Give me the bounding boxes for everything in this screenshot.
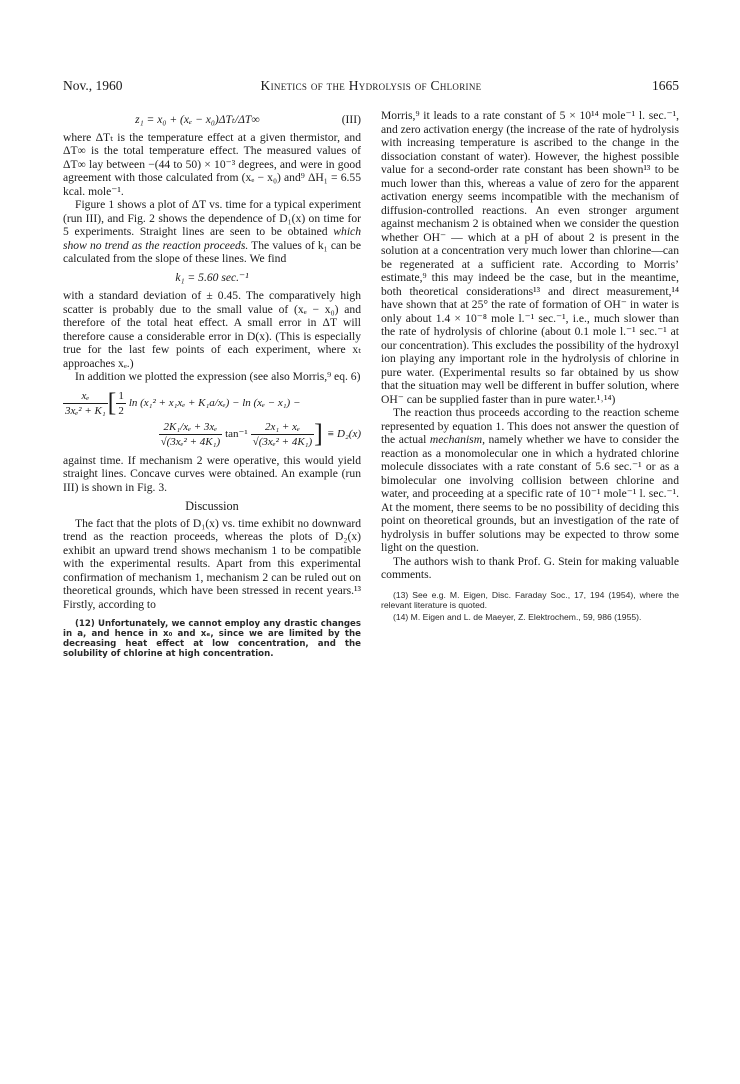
numerator: 1 xyxy=(118,389,124,402)
footnote-12: (12) Unfortunately, we cannot employ any drastic changes in a, and hence in x₀ and xₑ, since we are limited by the decreasing heat effect at low concentration, and the solubility of chlorine at high concentration. xyxy=(63,619,361,659)
paragraph: In addition we plotted the expression (see also Morris,⁹ eq. 6) xyxy=(75,370,361,383)
equation-iii-formula: z₁ = x₀ + (xₑ − x₀)ΔTₜ/ΔT∞ xyxy=(135,113,260,126)
equation-term: ln (x₁² + x₁xₑ + K₁a/xₑ) − ln (xₑ − x₁) − xyxy=(128,397,301,409)
fraction xyxy=(116,389,126,418)
fraction xyxy=(159,420,223,449)
denominator: √(3xₑ² + 4K₁) xyxy=(252,435,313,448)
denominator: √(3xₑ² + 4K₁) xyxy=(160,435,221,448)
footnotes xyxy=(63,619,361,659)
equation-iii-tag: (III) xyxy=(341,113,361,126)
bracket: [ xyxy=(107,388,117,417)
denominator: 2 xyxy=(118,404,124,417)
denominator: 3xₑ² + K₁ xyxy=(65,404,106,417)
fraction xyxy=(251,420,315,449)
bracket: ] xyxy=(314,419,323,448)
emphasis-text: mechanism, xyxy=(429,433,485,446)
issue-date: Nov., 1960 xyxy=(63,78,123,93)
text-run: The reaction thus proceeds according to the reaction scheme represented by equation 1. This does not answer the question of the actual xyxy=(381,406,679,446)
paragraph: The fact that the plots of D₁(x) vs. time exhibit no downward trend as the reaction proceeds, whereas the plots of D₂(x) exhibit an upward trend shows mechanism 1 to be compatible with the experimental results. Apart from this experimental confirmation of mechanism 1, mechanism 2 can be ruled out on theoretical grounds, which have been stressed in recent years.¹³ Firstly, according to xyxy=(63,516,361,611)
numerator: 2x₁ + xₑ xyxy=(251,420,315,435)
right-column xyxy=(381,109,679,622)
paragraph xyxy=(63,198,361,266)
equation-k1: k₁ = 5.60 sec.⁻¹ xyxy=(175,270,249,284)
footnote-13: (13) See e.g. M. Eigen, Disc. Faraday Soc., 17, 194 (1954), where the relevant literature is quoted. xyxy=(381,589,679,610)
emphasis-text: which show no trend as the reaction proceeds. xyxy=(63,225,361,252)
paragraph: where ΔTₜ is the temperature effect at a given thermistor, and ΔT∞ is the total temperature effect. The measured values of ΔT∞ lay between −(44 to 50) × 10⁻³ degrees, and were in good agreement with those calculated from (xₑ − x₀) and⁹ ΔH₁ = 6.55 kcal. mole⁻¹. xyxy=(63,130,361,198)
section-heading: Discussion xyxy=(185,499,239,513)
numerator: xₑ xyxy=(63,389,108,404)
paragraph xyxy=(381,406,679,555)
paragraph: against time. If mechanism 2 were operative, this would yield straight lines. Concave curves were obtained. An example (run III) is shown in Fig. 3. xyxy=(63,453,361,494)
text-run: The values of k₁ can be calculated from the slope of these lines. We find xyxy=(63,238,361,265)
fraction xyxy=(63,389,108,418)
footnotes xyxy=(381,590,679,622)
paragraph: with a standard deviation of ± 0.45. The comparatively high scatter is probably due to the small value of (xₑ − x₀) and therefore of the total heat effect. A small error in ΔT will therefore cause a considerable error in D(x). (This is especially true for the last few points of each experiment, where xₜ approaches xₑ.) xyxy=(63,289,361,370)
paragraph: Morris,⁹ it leads to a rate constant of 5 × 10¹⁴ mole⁻¹ l. sec.⁻¹, and zero activation energy (the increase of the rate of hydrolysis with increasing temperature is ascribed to the change in the dissociation constant of water). However, the highest possible value for a second-order rate constant has been shown¹³ to be much lower than this, whereas a value of zero for the apparent activation energy seems incompatible with the mechanism of diffusion-controlled reactions. An even stronger argument against mechanism 2 is obtained when we consider the question whether OH⁻ — which at a pH of about 2 is present in the solution at a concentration very much lower than chlorine—can be regenerated at a sufficient rate. According to Morris’ estimate,⁹ this may indeed be the case, but in the meantime, both theoretical considerations¹³ and direct measurement,¹⁴ have shown that at 25° the rate of formation of OH⁻ in water is only about 1.4 × 10⁻⁸ mole l.⁻¹ sec.⁻¹, i.e., much slower than the rate of hydrolysis of chlorine (about 0.1 mole l.⁻¹ sec.⁻¹ at our concentration). This excludes the possibility of the hydroxyl ion playing any important role in the hydrolysis of chlorine in pure water. (Experimental results so far obtained by us show that the situation may well be different in buffer solution, where OH⁻ can be supplied faster than in pure water.¹˒¹⁴) xyxy=(381,109,679,406)
equation-term: ≡ D₂(x) xyxy=(326,428,361,440)
page-number: 1665 xyxy=(652,78,679,93)
paragraph: The authors wish to thank Prof. G. Stein for making valuable comments. xyxy=(381,554,679,581)
footnote-14: (14) M. Eigen and L. de Maeyer, Z. Elektrochem., 59, 986 (1955). xyxy=(393,611,642,622)
numerator: 2K₁/xₑ + 3xₑ xyxy=(159,420,223,435)
equation-d2 xyxy=(63,389,361,449)
equation-term: tan⁻¹ xyxy=(225,428,248,440)
text-run: namely whether we have to consider the reaction as a monomolecular one in which a hydrated chlorine molecule dissociates with a rate constant of 5.6 sec.⁻¹ or as a bimolecular one involving collision between chlorine and water, and proceeding at a specific rate of 10⁻¹ mole⁻¹ l. sec.⁻¹. At the moment, there seems to be no possibility of deciding this point on theoretical grounds, but an investigation of the rate of hydrolysis in buffer solutions may be expected to throw some light on the question. xyxy=(381,433,679,554)
running-header xyxy=(63,78,679,96)
running-title: Kinetics of the Hydrolysis of Chlorine xyxy=(260,78,482,93)
left-column xyxy=(63,109,361,659)
text-run: Figure 1 shows a plot of ΔT vs. time for a typical experiment (run III), and Fig. 2 shows the dependence of D₁(x) on time for 5 experiments. Straight lines are seen to be obtained xyxy=(63,198,361,238)
equation-iii xyxy=(63,113,361,127)
